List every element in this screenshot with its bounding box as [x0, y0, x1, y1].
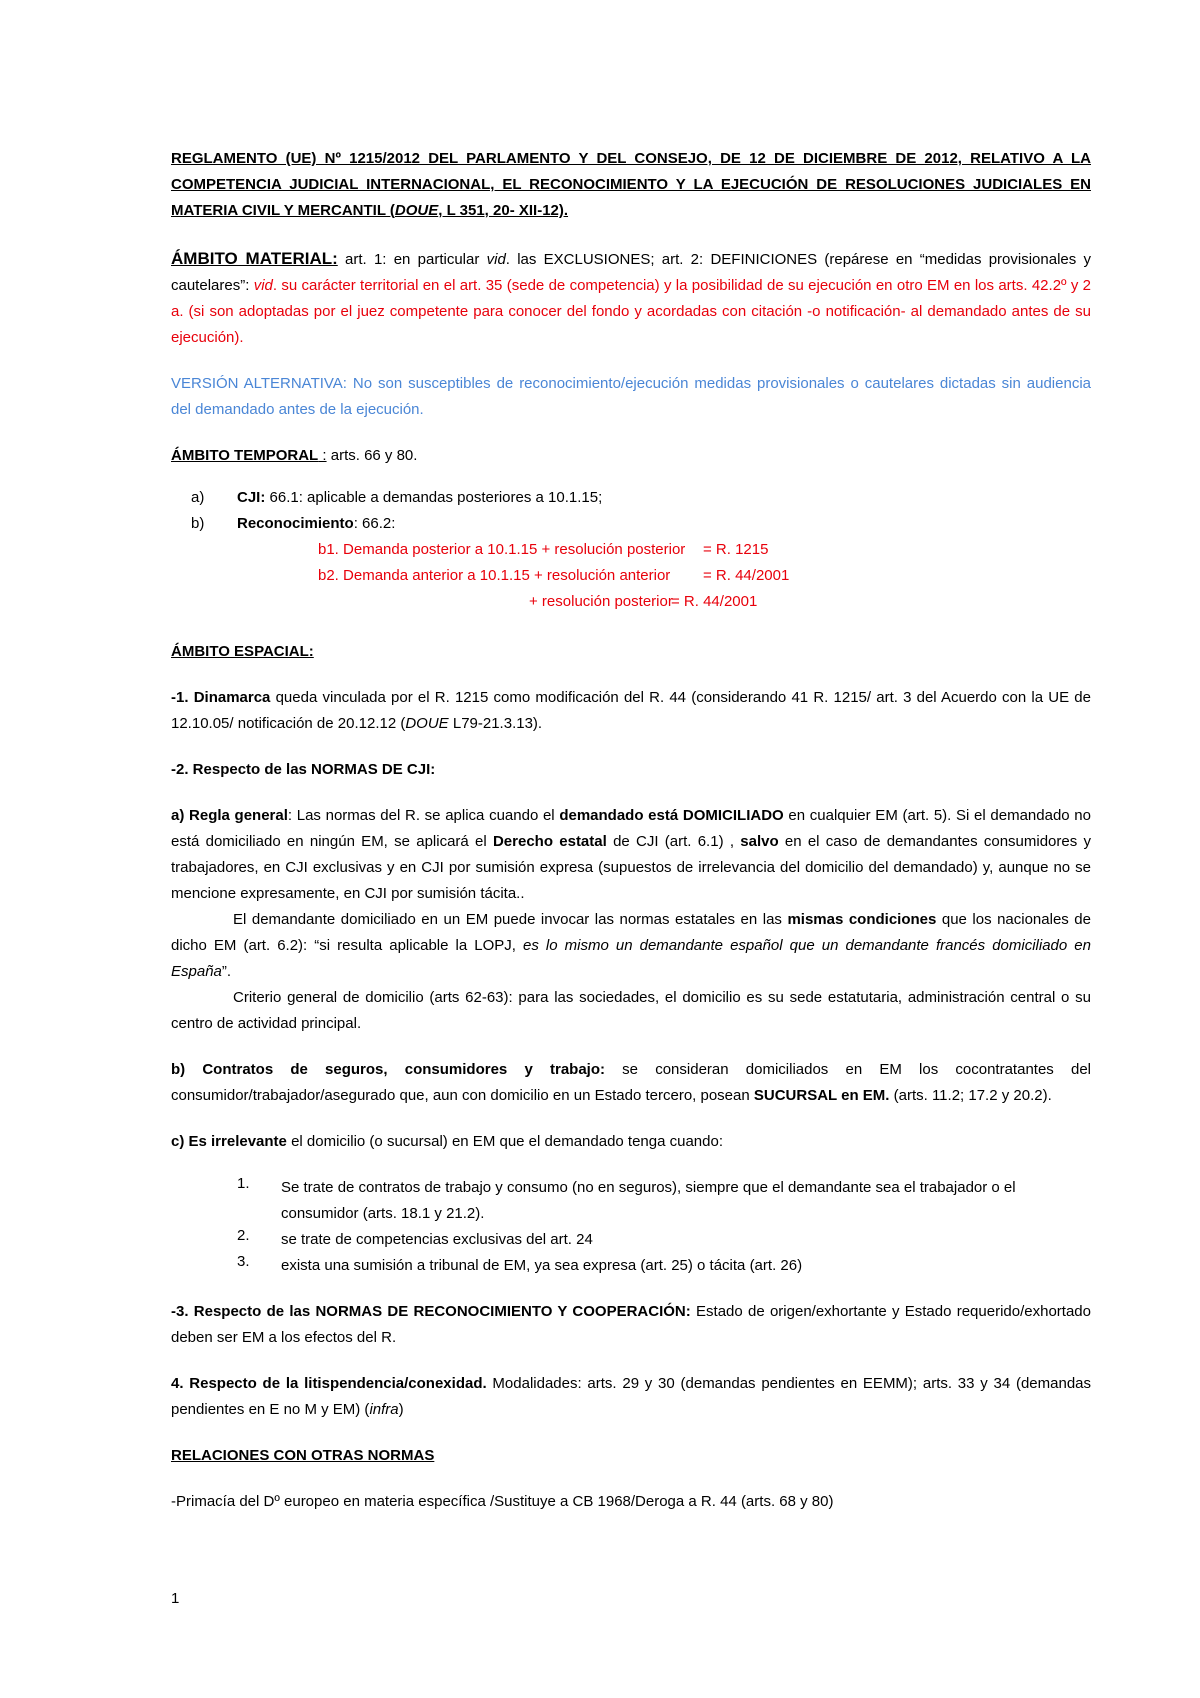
- litispendencia-text-1: Modalidades: arts. 29 y 30 (demandas pendientes en EEMM); arts. 33 y 34 (demandas pendientes en E no M y EM) (: [171, 1375, 1091, 1418]
- relaciones-heading: RELACIONES CON OTRAS NORMAS: [171, 1447, 435, 1464]
- item-label-b: b): [191, 515, 205, 532]
- regla-general-paragraph: [171, 803, 1091, 907]
- contratos-bold: b) Contratos de seguros, consumidores y trabajo:: [171, 1061, 605, 1078]
- ambito-espacial-heading: ÁMBITO ESPACIAL:: [171, 643, 314, 660]
- b1-left: b1. Demanda posterior a 10.1.15 + resolución posterior: [318, 541, 686, 558]
- ambito-material-heading: ÁMBITO MATERIAL:: [171, 249, 338, 268]
- irrelevante-paragraph: [171, 1129, 1091, 1155]
- reconocimiento-text: Estado de origen/exhortante y Estado requerido/exhortado deben ser EM a los efectos del R.: [171, 1303, 1091, 1346]
- regla-text-1: : Las normas del R. se aplica cuando el: [287, 807, 560, 824]
- material-text-3: . su carácter territorial en el art. 35 (sede de competencia) y la posibilidad de su ejecución en otro EM en los arts. 42.2º y 2 a. (si son adoptadas por el juez competente para conocer del fondo y acordadas con citación -o notificación- al demandado antes de su ejecución).: [171, 277, 1092, 346]
- title-text-end: , L 351, 20- XII-12).: [438, 202, 569, 219]
- litispendencia-infra: infra: [369, 1401, 399, 1418]
- contratos-paragraph: [171, 1057, 1091, 1109]
- material-vid-2: vid: [253, 277, 273, 294]
- temporal-b2: [171, 567, 1091, 593]
- criterio-domicilio-paragraph: Criterio general de domicilio (arts 62-63): para las sociedades, el domicilio es su sede estatutaria, administración central o su centro de actividad principal.: [171, 989, 1091, 1032]
- demandante-bold: mismas condiciones: [787, 911, 937, 928]
- dinamarca-text-end: L79-21.3.13).: [448, 715, 543, 732]
- espacial-dinamarca: [171, 685, 1091, 737]
- espacial-normas-cji: -2. Respecto de las NORMAS DE CJI:: [171, 761, 436, 778]
- document-body: [171, 146, 1091, 1515]
- temporal-text: arts. 66 y 80.: [326, 447, 418, 464]
- page-number: 1: [171, 1590, 180, 1607]
- list-item-text: Se trate de contratos de trabajo y consumo (no en seguros), siempre que el demandante sea el trabajador o el consumidor (arts. 18.1 y 21.2).: [281, 1179, 1016, 1222]
- material-vid-1: vid: [486, 251, 506, 268]
- dinamarca-bold: -1. Dinamarca: [171, 689, 271, 706]
- demandante-italic: es lo mismo un demandante español que un demandante francés domiciliado en España: [171, 937, 1091, 980]
- contratos-text-2: (arts. 11.2; 17.2 y 20.2).: [889, 1087, 1052, 1104]
- reconocimiento-paragraph: [171, 1299, 1091, 1351]
- regla-bold-3: Derecho estatal: [492, 833, 607, 850]
- regla-bold-2: demandado está DOMICILIADO: [559, 807, 784, 824]
- numbered-list: [171, 1175, 1091, 1279]
- b2-left: b2. Demanda anterior a 10.1.15 + resolución anterior: [318, 567, 671, 584]
- temporal-b1: [171, 541, 1091, 567]
- dinamarca-text: queda vinculada por el R. 1215 como modificación del R. 44 (considerando 41 R. 1215/ art. 3 del Acuerdo con la UE de 12.10.05/ notificación de 20.12.12 (: [171, 689, 1091, 732]
- regla-bold-4: salvo: [740, 833, 779, 850]
- relaciones-text: -Primacía del Dº europeo en materia específica /Sustituye a CB 1968/Deroga a R. 44 (arts. 68 y 80): [171, 1493, 834, 1510]
- list-item-text: exista una sumisión a tribunal de EM, ya sea expresa (art. 25) o tácita (art. 26): [281, 1257, 803, 1274]
- litispendencia-text-2: ): [398, 1401, 404, 1418]
- regla-text-4: en el caso de demandantes consumidores y trabajadores, en CJI exclusivas y en CJI por sumisión expresa (supuestos de irrelevancia del domicilio del demandado) y, aunque no se mencione expresamente, en CJI por sumisión tácita..: [171, 833, 1091, 902]
- title-doue: DOUE: [394, 202, 439, 219]
- demandante-domiciliado-paragraph: [171, 907, 1091, 985]
- ambito-material-paragraph: [171, 246, 1091, 351]
- list-item: [171, 1175, 1091, 1227]
- ambito-temporal-paragraph: [171, 443, 1091, 469]
- temporal-item-a: [171, 489, 1091, 515]
- b2-right: = R. 44/2001: [703, 567, 790, 584]
- litispendencia-bold: 4. Respecto de la litispendencia/conexidad.: [171, 1375, 487, 1392]
- list-item: [171, 1253, 1091, 1279]
- list-number: 1.: [237, 1175, 250, 1192]
- demandante-text-3: ”.: [221, 963, 232, 980]
- regla-general-bold: a) Regla general: [171, 807, 288, 824]
- item-label-a: a): [191, 489, 205, 506]
- regla-text-3: de CJI (art. 6.1) ,: [606, 833, 741, 850]
- list-number: 2.: [237, 1227, 250, 1244]
- demandante-text-2: que los nacionales de dicho EM (art. 6.2): “si resulta aplicable la LOPJ,: [171, 911, 1091, 954]
- litispendencia-paragraph: [171, 1371, 1091, 1423]
- reconocimiento-bold: -3. Respecto de las NORMAS DE RECONOCIMIENTO Y COOPERACIÓN:: [171, 1303, 691, 1320]
- list-item-text: se trate de competencias exclusivas del art. 24: [281, 1231, 593, 1248]
- b1-right: = R. 1215: [703, 541, 769, 558]
- version-alternativa: VERSIÓN ALTERNATIVA: No son susceptibles de reconocimiento/ejecución medidas provisionales o cautelares dictadas sin audiencia del demandado antes de la ejecución.: [171, 375, 1091, 418]
- b3-left: + resolución posterior: [529, 593, 673, 610]
- ambito-temporal-heading: ÁMBITO TEMPORAL: [171, 447, 319, 464]
- document-title: [171, 146, 1091, 224]
- b3-right: = R. 44/2001: [671, 593, 758, 610]
- item-a-bold: CJI:: [237, 489, 266, 506]
- item-b-text: : 66.2:: [353, 515, 396, 532]
- temporal-colon: :: [318, 447, 327, 464]
- material-text-1: art. 1: en particular: [337, 251, 487, 268]
- dinamarca-doue: DOUE: [405, 715, 449, 732]
- list-number: 3.: [237, 1253, 250, 1270]
- list-item: [171, 1227, 1091, 1253]
- item-b-bold: Reconocimiento: [237, 515, 354, 532]
- regla-text-2: en cualquier EM (art. 5). Si el demandado no está domiciliado en ningún EM, se aplicará el: [171, 807, 1091, 850]
- temporal-item-b: [171, 515, 1091, 541]
- contratos-bold-2: SUCURSAL en EM.: [753, 1087, 890, 1104]
- temporal-b3: [171, 593, 1091, 619]
- material-text-2: . las EXCLUSIONES; art. 2: DEFINICIONES (repárese en “medidas provisionales y cautelares”:: [171, 251, 1091, 294]
- title-text: REGLAMENTO (UE) Nº 1215/2012 DEL PARLAMENTO Y DEL CONSEJO, DE 12 DE DICIEMBRE DE 2012, RELATIVO A LA COMPETENCIA JUDICIAL INTERNACIONAL, EL RECONOCIMIENTO Y LA EJECUCIÓN DE RESOLUCIONES JUDICIALES EN MATERIA CIVIL Y MERCANTIL (: [171, 150, 1091, 219]
- irrelevante-bold: c) Es irrelevante: [171, 1133, 287, 1150]
- contratos-text-1: se consideran domiciliados en EM los cocontratantes del consumidor/trabajador/asegurado que, aun con domicilio en un Estado tercero, posean: [171, 1061, 1091, 1104]
- item-a-text: 66.1: aplicable a demandas posteriores a 10.1.15;: [265, 489, 603, 506]
- irrelevante-text: el domicilio (o sucursal) en EM que el demandado tenga cuando:: [286, 1133, 723, 1150]
- demandante-text-1: El demandante domiciliado en un EM puede invocar las normas estatales en las: [233, 911, 788, 928]
